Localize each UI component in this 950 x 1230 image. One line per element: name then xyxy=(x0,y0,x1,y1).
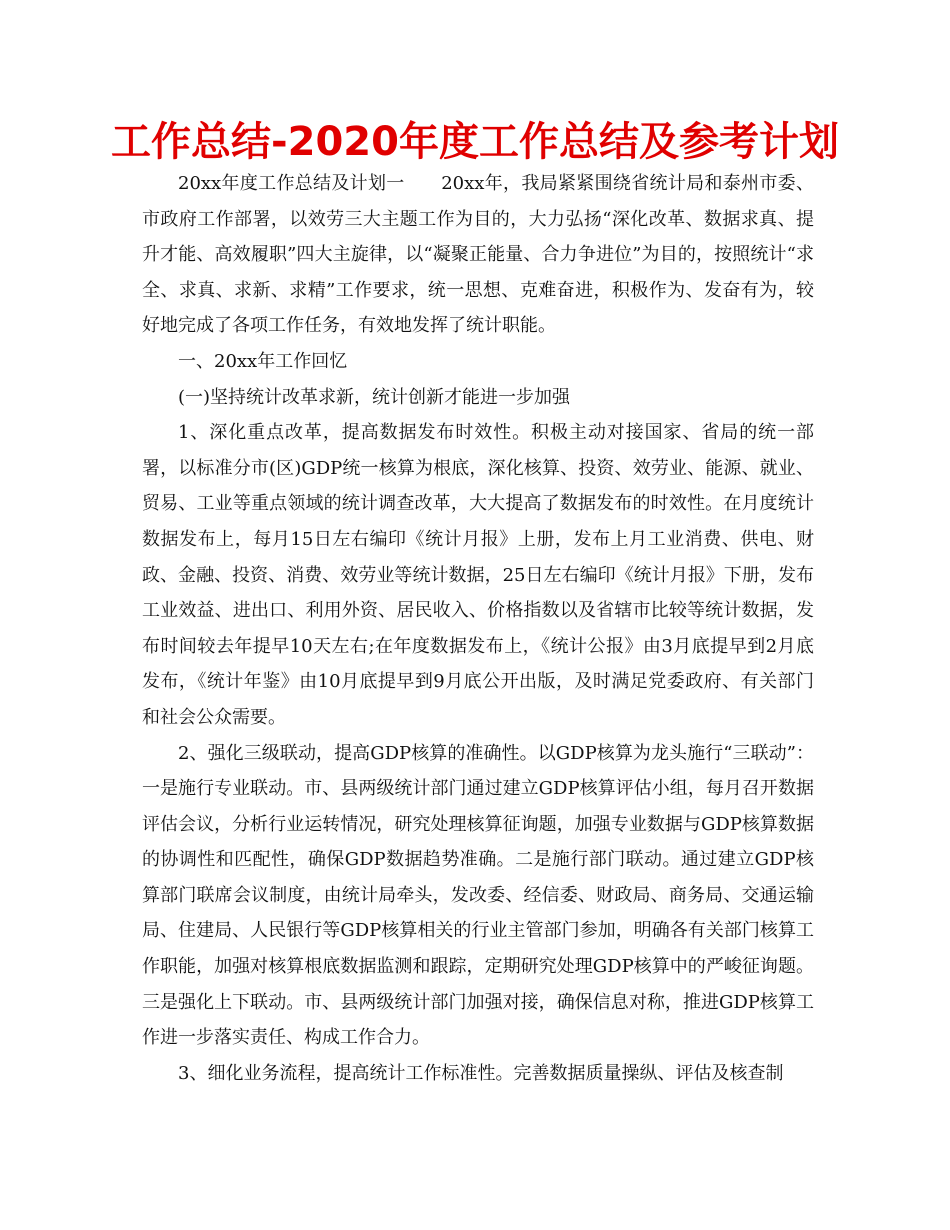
section-heading-review: 一、20xx年工作回忆 xyxy=(178,350,348,372)
document-title: 工作总结-2020年度工作总结及参考计划 xyxy=(111,119,839,165)
paragraph-item-3: 3、细化业务流程，提高统计工作标准性。完善数据质量操纵、评估及核查制 xyxy=(178,1062,784,1084)
paragraph-intro: 20xx年度工作总结及计划一 20xx年，我局紧紧围绕省统计局和泰州市委、市政府工作部署，以效劳三大主题工作为目的，大力弘扬“深化改革、数据求真、提升才能、高效履职”四大主旋律，以“凝聚正能量、合力争进位”为目的，按照统计“求全、求真、求新、求精”工作要求，统一思想、克难奋进，积极作为、发奋有为，较好地完成了各项工作任务，有效地发挥了统计职能。 xyxy=(142,173,814,337)
subsection-heading-reform: (一)坚持统计改革求新，统计创新才能进一步加强 xyxy=(178,386,571,408)
document-body xyxy=(142,166,814,1091)
paragraph-item-1: 1、深化重点改革，提高数据发布时效性。积极主动对接国家、省局的统一部署，以标准分市(区)GDP统一核算为根底，深化核算、投资、效劳业、能源、就业、贸易、工业等重点领域的统计调查改革，大大提高了数据发布的时效性。在月度统计数据发布上，每月15日左右编印《统计月报》上册，发布上月工业消费、供电、财政、金融、投资、消费、效劳业等统计数据，25日左右编印《统计月报》下册，发布工业效益、进出口、利用外资、居民收入、价格指数以及省辖市比较等统计数据，发布时间较去年提早10天左右;在年度数据发布上，《统计公报》由3月底提早到2月底发布，《统计年鉴》由10月底提早到9月底公开出版，及时满足党委政府、有关部门和社会公众需要。 xyxy=(142,422,814,728)
paragraph-item-2: 2、强化三级联动，提高GDP核算的准确性。以GDP核算为龙头施行“三联动”：一是施行专业联动。市、县两级统计部门通过建立GDP核算评估小组，每月召开数据评估会议，分析行业运转情况，研究处理核算征询题，加强专业数据与GDP核算数据的协调性和匹配性，确保GDP数据趋势准确。二是施行部门联动。通过建立GDP核算部门联席会议制度，由统计局牵头，发改委、经信委、财政局、商务局、交通运输局、住建局、人民银行等GDP核算相关的行业主管部门参加，明确各有关部门核算工作职能，加强对核算根底数据监测和跟踪，定期研究处理GDP核算中的严峻征询题。三是强化上下联动。市、县两级统计部门加强对接，确保信息对称，推进GDP核算工作进一步落实责任、构成工作合力。 xyxy=(142,742,814,1049)
